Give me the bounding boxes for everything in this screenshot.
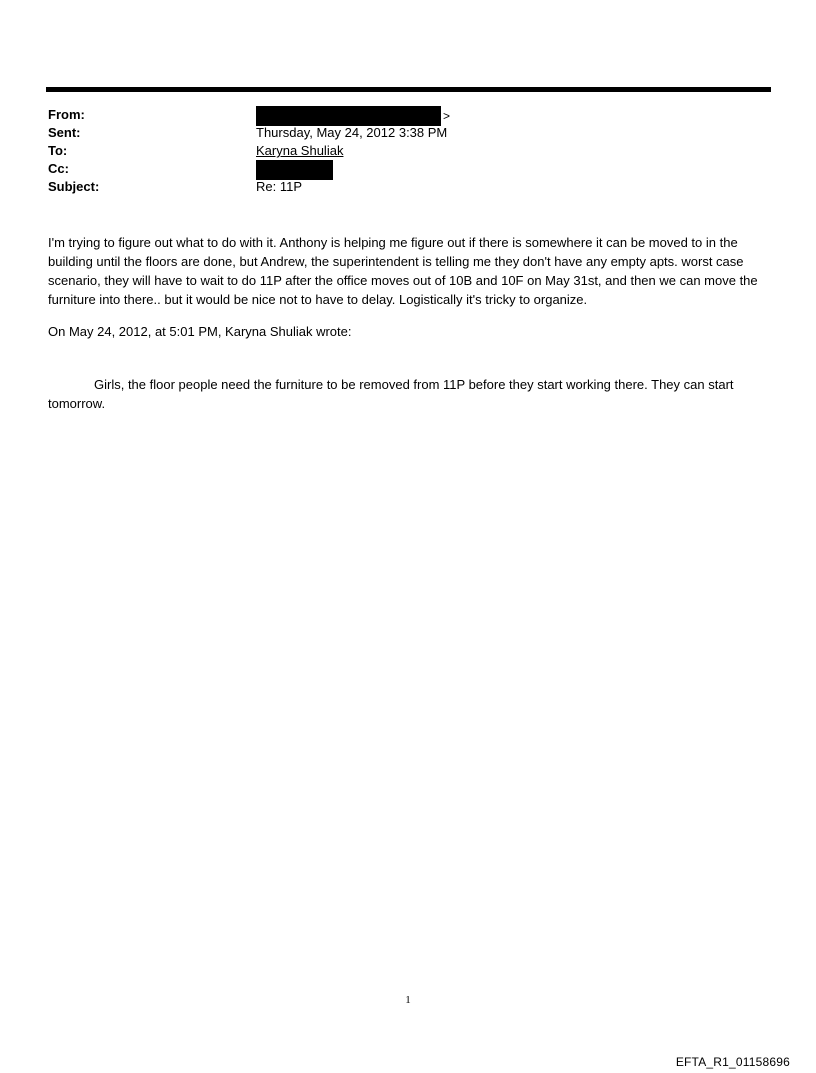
email-header bbox=[48, 106, 768, 196]
cc-value bbox=[256, 160, 333, 180]
to-label: To: bbox=[48, 143, 68, 158]
sent-row bbox=[48, 124, 768, 142]
from-label: From: bbox=[48, 107, 85, 122]
page-number: 1 bbox=[405, 994, 411, 1006]
document-id: EFTA_R1_01158696 bbox=[675, 1055, 790, 1069]
quote-intro: On May 24, 2012, at 5:01 PM, Karyna Shuliak wrote: bbox=[48, 324, 352, 339]
to-row bbox=[48, 142, 768, 160]
redaction-box bbox=[256, 106, 441, 126]
to-value: Karyna Shuliak bbox=[256, 143, 344, 158]
body-paragraph: I'm trying to figure out what to do with it. Anthony is helping me figure out if there is somewhere it can be moved to in the building until the floors are done, but Andrew, the superintendent is telling me they don't have any empty apts. worst case scenario, they will have to wait to do 11P after the office moves out of 10B and 10F on May 31st, and then we can move the furniture into there.. but it would be nice not to have to delay. Logistically it's tricky to organize. bbox=[48, 235, 758, 307]
subject-label: Subject: bbox=[48, 179, 100, 194]
subject-value: Re: 11P bbox=[256, 179, 303, 194]
from-row bbox=[48, 106, 768, 124]
from-suffix: > bbox=[443, 109, 451, 123]
sent-label: Sent: bbox=[48, 125, 81, 140]
quoted-paragraph: Girls, the floor people need the furniture to be removed from 11P before they start working there. They can start tomorrow. bbox=[48, 377, 734, 411]
from-value bbox=[256, 106, 450, 126]
cc-label: Cc: bbox=[48, 161, 69, 176]
sent-value: Thursday, May 24, 2012 3:38 PM bbox=[256, 125, 448, 140]
header-divider bbox=[46, 87, 771, 92]
email-body bbox=[48, 233, 766, 341]
quoted-message bbox=[48, 375, 766, 413]
cc-row bbox=[48, 160, 768, 178]
redaction-box bbox=[256, 160, 333, 180]
subject-row bbox=[48, 178, 768, 196]
